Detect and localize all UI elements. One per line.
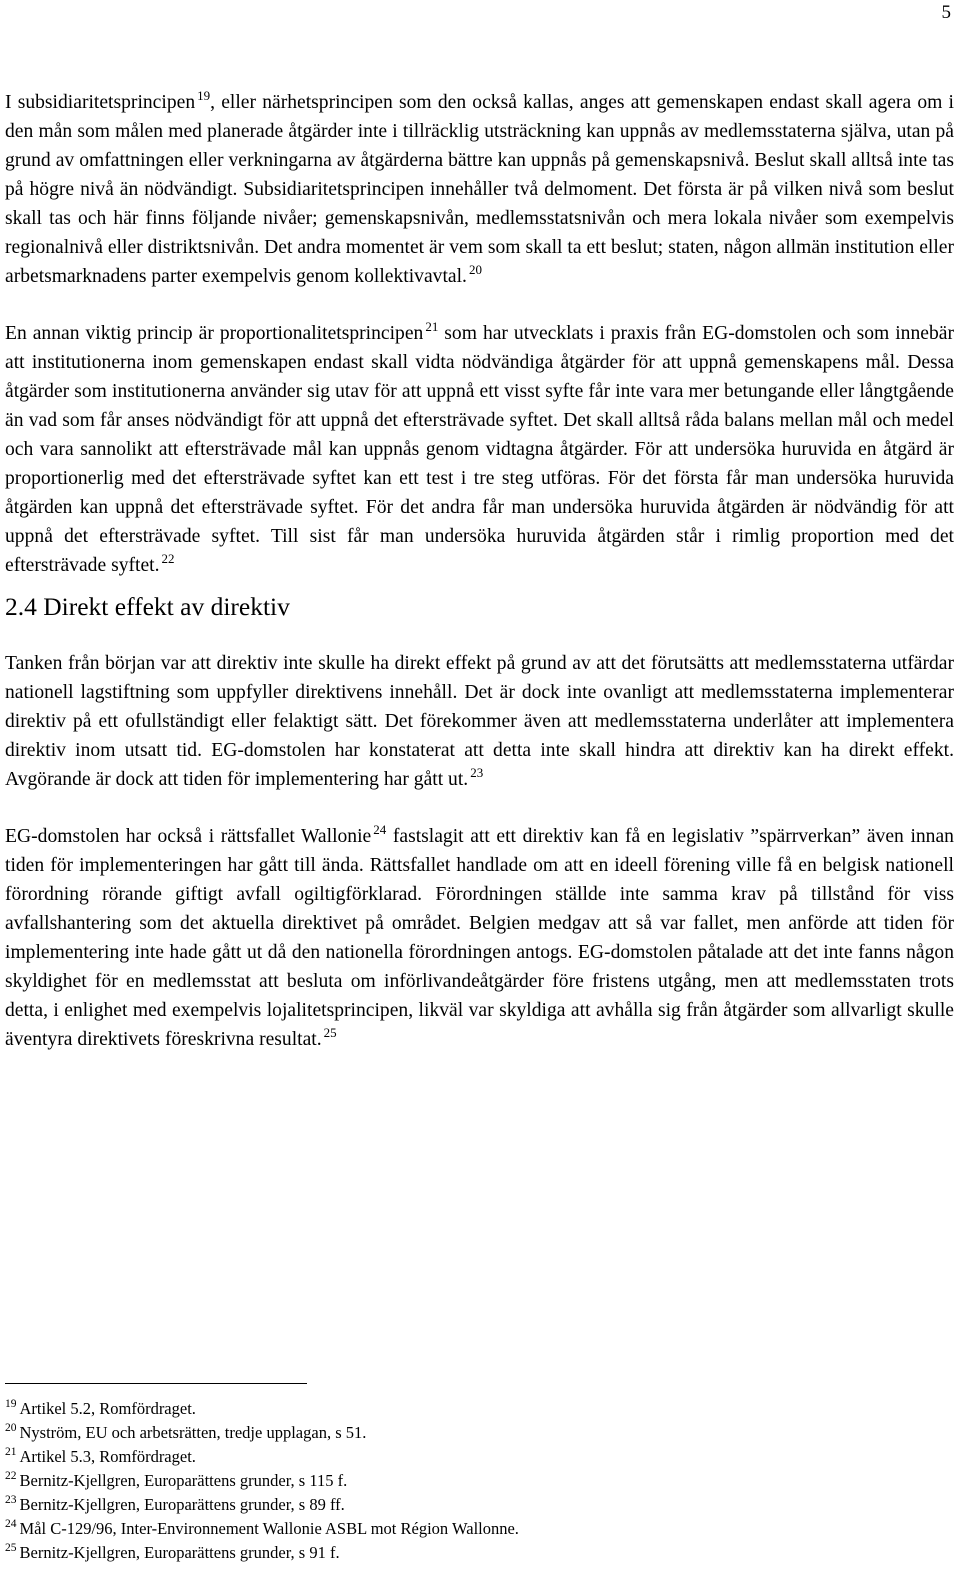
footnote-text: Artikel 5.3, Romfördraget. bbox=[19, 1447, 196, 1466]
footnote-number: 20 bbox=[5, 1422, 17, 1434]
footnote-text: Bernitz-Kjellgren, Europarättens grunder, s 115 f. bbox=[19, 1471, 348, 1490]
footnote-text: Nyström, EU och arbetsrätten, tredje upplagan, s 51. bbox=[19, 1423, 367, 1442]
footnote-text: Artikel 5.2, Romfördraget. bbox=[19, 1399, 196, 1418]
footnote-20 bbox=[5, 1421, 954, 1445]
footnote-19 bbox=[5, 1397, 954, 1421]
footnote-22 bbox=[5, 1469, 954, 1493]
paragraph-text: EG-domstolen har också i rättsfallet Wallonie bbox=[5, 826, 372, 847]
footnote-ref-24[interactable]: 24 bbox=[373, 822, 387, 837]
paragraph-subsidiarity bbox=[5, 88, 954, 291]
footnote-divider bbox=[5, 1383, 307, 1384]
footnote-ref-19[interactable]: 19 bbox=[197, 88, 211, 103]
paragraph-text: En annan viktig princip är proportionalitetsprincipen bbox=[5, 323, 424, 344]
paragraph-direct-effect bbox=[5, 649, 954, 794]
footnote-number: 19 bbox=[5, 1398, 17, 1410]
footnote-number: 24 bbox=[5, 1518, 17, 1530]
page-number: 5 bbox=[941, 2, 951, 23]
footnote-25 bbox=[5, 1541, 954, 1565]
footnote-ref-25[interactable]: 25 bbox=[323, 1025, 337, 1040]
footnote-number: 25 bbox=[5, 1542, 17, 1554]
footnote-ref-23[interactable]: 23 bbox=[470, 765, 484, 780]
footnote-text: Bernitz-Kjellgren, Europarättens grunder, s 89 ff. bbox=[19, 1495, 345, 1514]
footnote-23 bbox=[5, 1493, 954, 1517]
footnote-number: 23 bbox=[5, 1494, 17, 1506]
paragraph-text: som har utvecklats i praxis från EG-domstolen och som innebär att institutionerna inom gemenskapen endast skall vidta nödvändiga åtgärder för att uppnå gemenskapens mål. Dessa åtgärder som institutionerna använder sig utav för att uppnå ett visst syfte får inte vara mer betungande eller långtgående än vad som får anses nödvändigt för att uppnå det eftersträvade syftet. Det skall alltså råda balans mellan mål och medel och vara sannolikt att eftersträvade mål kan uppnås genom vidtagna åtgärder. För att undersöka huruvida en åtgärd är proportionerlig med det eftersträvade syftet kan ett test i tre steg utföras. För det första får man undersöka huruvida åtgärden kan uppnå det eftersträvade syftet. För det andra får man undersöka huruvida åtgärden är nödvändig för att uppnå det eftersträvade syftet. Till sist får man undersöka huruvida åtgärden står i rimlig proportion med det eftersträvade syftet. bbox=[5, 323, 954, 576]
footnote-ref-21[interactable]: 21 bbox=[425, 319, 439, 334]
paragraph-proportionality bbox=[5, 319, 954, 580]
paragraph-text: , eller närhetsprincipen som den också kallas, anges att gemenskapen endast skall agera om i den mån som målen med planerade åtgärder inte i tillräcklig utsträckning kan uppnås av medlemsstaterna själva, utan på grund av omfattningen eller verkningarna av åtgärderna bättre kan uppnås på gemenskapsnivå. Beslut skall alltså inte tas på högre nivå än nödvändigt. Subsidiaritetsprincipen innehåller två delmoment. Det första är på vilken nivå som beslut skall tas och här finns följande nivåer; gemenskapsnivån, medlemsstatsnivån och mera lokala nivåer som exempelvis regionalnivå eller distriktsnivån. Det andra momentet är vem som skall ta ett beslut; staten, någon allmän institution eller arbetsmarknadens parter exempelvis genom kollektivavtal. bbox=[5, 92, 955, 287]
paragraph-text: I subsidiaritetsprincipen bbox=[5, 92, 196, 113]
footnote-24 bbox=[5, 1517, 954, 1541]
paragraph-text: Tanken från början var att direktiv inte skulle ha direkt effekt på grund av att det förutsätts att medlemsstaterna utfärdar nationell lagstiftning som uppfyller direktivens innehåll. Det är dock inte ovanligt att medlemsstaterna implementerar direktiv på ett ofullständigt eller felaktigt sätt. Det förekommer även att medlemsstaterna underlåter att implementera direktiv inom utsatt tid. EG-domstolen har konstaterat att detta inte skall hindra att direktiv kan ha direkt effekt. Avgörande är dock att tiden för implementering har gått ut. bbox=[5, 653, 954, 790]
section-heading: 2.4 Direkt effekt av direktiv bbox=[5, 592, 290, 621]
footnote-text: Mål C-129/96, Inter-Environnement Wallonie ASBL mot Région Wallonne. bbox=[19, 1519, 519, 1538]
paragraph-wallonie bbox=[5, 822, 954, 1054]
footnote-text: Bernitz-Kjellgren, Europarättens grunder, s 91 f. bbox=[19, 1543, 340, 1562]
footnote-21 bbox=[5, 1445, 954, 1469]
footnote-ref-22[interactable]: 22 bbox=[161, 551, 175, 566]
footnote-number: 21 bbox=[5, 1446, 17, 1458]
footnotes bbox=[5, 1397, 954, 1565]
footnote-ref-20[interactable]: 20 bbox=[468, 262, 482, 277]
paragraph-text: fastslagit att ett direktiv kan få en legislativ ”spärrverkan” även innan tiden för implementeringen har gått till ända. Rättsfallet handlade om att en ideell förening ville få en belgisk nationell förordning rörande giftigt avfall ogiltigförklarad. Förordningen ställde inte samma krav på tillstånd för viss avfallshantering som det aktuella direktivet på området. Belgien medgav att så var fallet, men anförde att tiden för implementering inte hade gått ut då den nationella förordningen antogs. EG-domstolen påtalade att det inte fanns någon skyldighet för en medlemsstat att besluta om införlivandeåtgärder före fristens utgång, men att medlemsstaten trots detta, i enlighet med exempelvis lojalitetsprincipen, likväl var skyldiga att avhålla sig från åtgärder som allvarligt skulle äventyra direktivets föreskrivna resultat. bbox=[5, 826, 954, 1050]
body-text bbox=[5, 88, 954, 1054]
footnote-number: 22 bbox=[5, 1470, 17, 1482]
